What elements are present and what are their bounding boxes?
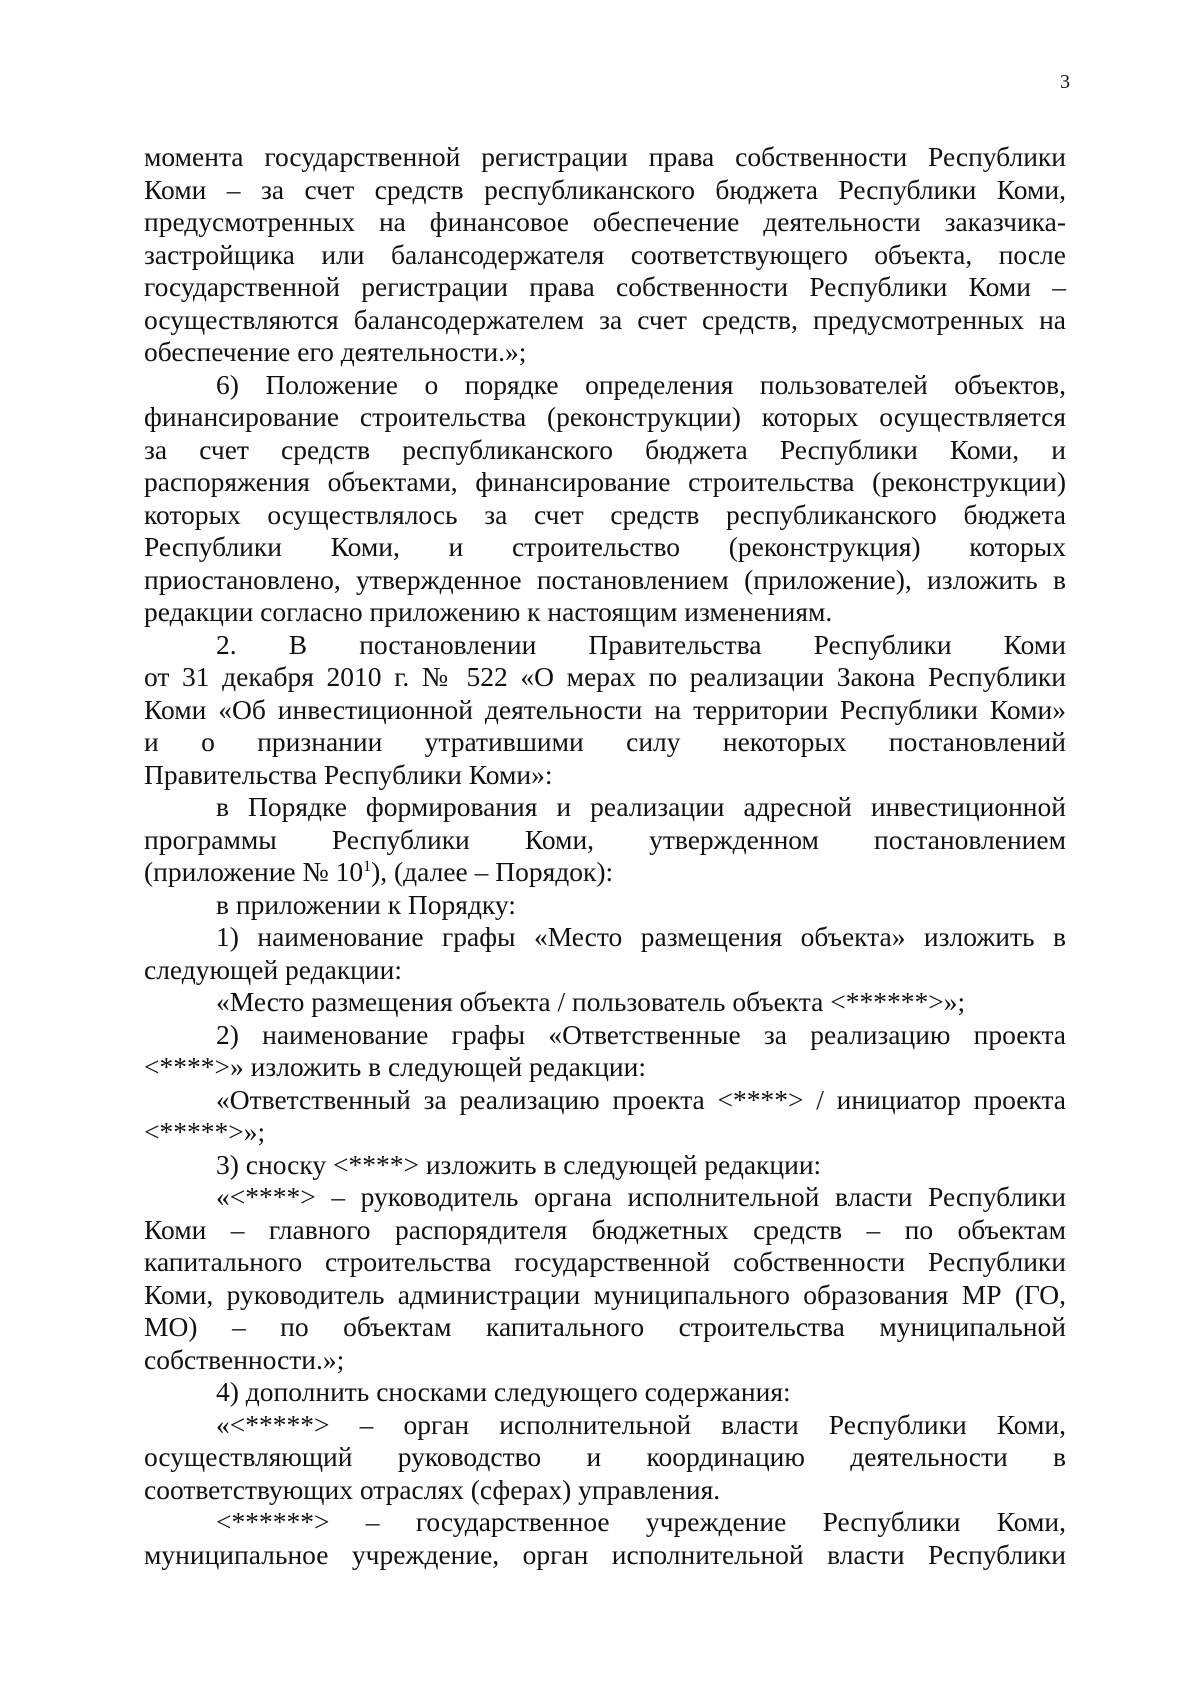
line-text: редакции согласно приложению к настоящим изменениям.	[144, 596, 833, 627]
line-text: собственности.»;	[144, 1343, 345, 1375]
line-text: в приложении к Порядку:	[216, 888, 516, 920]
text-line	[144, 239, 1066, 272]
line-text: от 31 декабря 2010 г. № 522 «О мерах по реализации Закона Республики	[144, 661, 1066, 692]
text-line	[144, 759, 1066, 792]
line-text-tail: ), (далее – Порядок):	[371, 856, 614, 887]
line-text: Коми – главного распорядителя бюджетных средств – по объектам	[144, 1213, 1066, 1245]
text-line	[144, 1149, 1066, 1182]
text-line	[144, 141, 1066, 174]
text-line	[144, 629, 1066, 662]
line-text: «Ответственный за реализацию проекта <****> / инициатор проекта	[216, 1083, 1066, 1115]
text-line	[144, 369, 1066, 402]
text-line	[144, 921, 1066, 954]
text-line	[144, 694, 1066, 727]
line-text: государственной регистрации права собственности Республики Коми –	[144, 271, 1066, 302]
line-text: 2) наименование графы «Ответственные за реализацию проекта	[216, 1018, 1066, 1050]
line-text: Республики Коми, и строительство (реконструкция) которых	[144, 531, 1066, 562]
text-line	[144, 1441, 1066, 1474]
text-line	[144, 1181, 1066, 1214]
text-line	[144, 1376, 1066, 1409]
text-line	[144, 1474, 1066, 1507]
text-line	[144, 174, 1066, 207]
line-text: <****>» изложить в следующей редакции:	[144, 1051, 646, 1082]
text-line	[144, 661, 1066, 694]
text-line	[144, 954, 1066, 987]
line-text: приостановлено, утвержденное постановлением (приложение), изложить в	[144, 563, 1066, 595]
line-text: (приложение № 10	[144, 856, 364, 887]
line-text: 3) сноску <****> изложить в следующей редакции:	[216, 1148, 822, 1180]
line-text: муниципальное учреждение, орган исполнительной власти Республики	[144, 1538, 1066, 1570]
line-text: распоряжения объектами, финансирование строительства (реконструкции)	[144, 466, 1066, 497]
text-line	[144, 466, 1066, 499]
line-text: капитального строительства государственной собственности Республики	[144, 1246, 1066, 1277]
text-line	[144, 206, 1066, 239]
text-line	[144, 986, 1066, 1019]
line-text: предусмотренных на финансовое обеспечение деятельности заказчика-	[144, 206, 1066, 237]
document-body	[144, 141, 1066, 1571]
text-line	[144, 1344, 1066, 1377]
line-text: Коми, руководитель администрации муниципального образования МР (ГО,	[144, 1278, 1066, 1310]
text-line	[144, 1246, 1066, 1279]
line-text: осуществляются балансодержателем за счет средств, предусмотренных на	[144, 303, 1066, 335]
text-line	[144, 336, 1066, 369]
line-text: «<****> – руководитель органа исполнительной власти Республики	[216, 1181, 1066, 1212]
line-text: <******> – государственное учреждение Республики Коми,	[216, 1506, 1066, 1537]
text-line	[144, 304, 1066, 337]
text-line	[144, 434, 1066, 467]
line-text: и о признании утратившими силу некоторых постановлений	[144, 726, 1066, 757]
text-line	[144, 1409, 1066, 1442]
line-text: в Порядке формирования и реализации адресной инвестиционной	[216, 791, 1066, 822]
line-text: финансирование строительства (реконструкции) которых осуществляется	[144, 401, 1066, 432]
text-line	[144, 564, 1066, 597]
text-line	[144, 271, 1066, 304]
line-text: 1) наименование графы «Место размещения объекта» изложить в	[216, 921, 1066, 952]
text-line	[144, 791, 1066, 824]
line-text: соответствующих отраслях (сферах) управления.	[144, 1473, 721, 1505]
text-line	[144, 1116, 1066, 1149]
text-line	[144, 1539, 1066, 1572]
text-line	[144, 596, 1066, 629]
line-text: Коми «Об инвестиционной деятельности на территории Республики Коми»	[144, 693, 1066, 725]
line-text: которых осуществлялось за счет средств республиканского бюджета	[144, 498, 1066, 530]
line-text: застройщика или балансодержателя соответствующего объекта, после	[144, 238, 1066, 270]
line-text: Коми – за счет средств республиканского бюджета Республики Коми,	[144, 173, 1066, 205]
line-text: «<*****> – орган исполнительной власти Республики Коми,	[216, 1408, 1066, 1440]
text-line	[144, 401, 1066, 434]
line-text: Правительства Республики Коми»:	[144, 758, 553, 790]
text-line	[144, 856, 1066, 889]
text-line	[144, 1019, 1066, 1052]
line-text: <*****>»;	[144, 1116, 266, 1147]
text-line	[144, 1279, 1066, 1312]
line-text: МО) – по объектам капитального строительства муниципальной	[144, 1311, 1066, 1342]
text-line	[144, 726, 1066, 759]
text-line	[144, 1311, 1066, 1344]
line-text: 2. В постановлении Правительства Республики Коми	[216, 628, 1066, 660]
line-text: «Место размещения объекта / пользователь объекта <******>»;	[216, 986, 966, 1017]
line-text: момента государственной регистрации права собственности Республики	[144, 141, 1066, 172]
text-line	[144, 531, 1066, 564]
superscript: 1	[363, 857, 372, 875]
text-line	[144, 1214, 1066, 1247]
line-text: 4) дополнить сносками следующего содержания:	[216, 1376, 791, 1407]
text-line	[144, 1506, 1066, 1539]
text-line	[144, 1051, 1066, 1084]
line-text: следующей редакции:	[144, 953, 402, 985]
text-line	[144, 1084, 1066, 1117]
line-text: 6) Положение о порядке определения пользователей объектов,	[216, 368, 1066, 400]
text-line	[144, 824, 1066, 857]
page-number: 3	[1060, 71, 1070, 93]
text-line	[144, 889, 1066, 922]
line-text: обеспечение его деятельности.»;	[144, 336, 527, 367]
text-line	[144, 499, 1066, 532]
line-text: осуществляющий руководство и координацию деятельности в	[144, 1441, 1066, 1472]
line-text: программы Республики Коми, утвержденном постановлением	[144, 823, 1066, 855]
line-text: за счет средств республиканского бюджета Республики Коми, и	[144, 433, 1066, 465]
